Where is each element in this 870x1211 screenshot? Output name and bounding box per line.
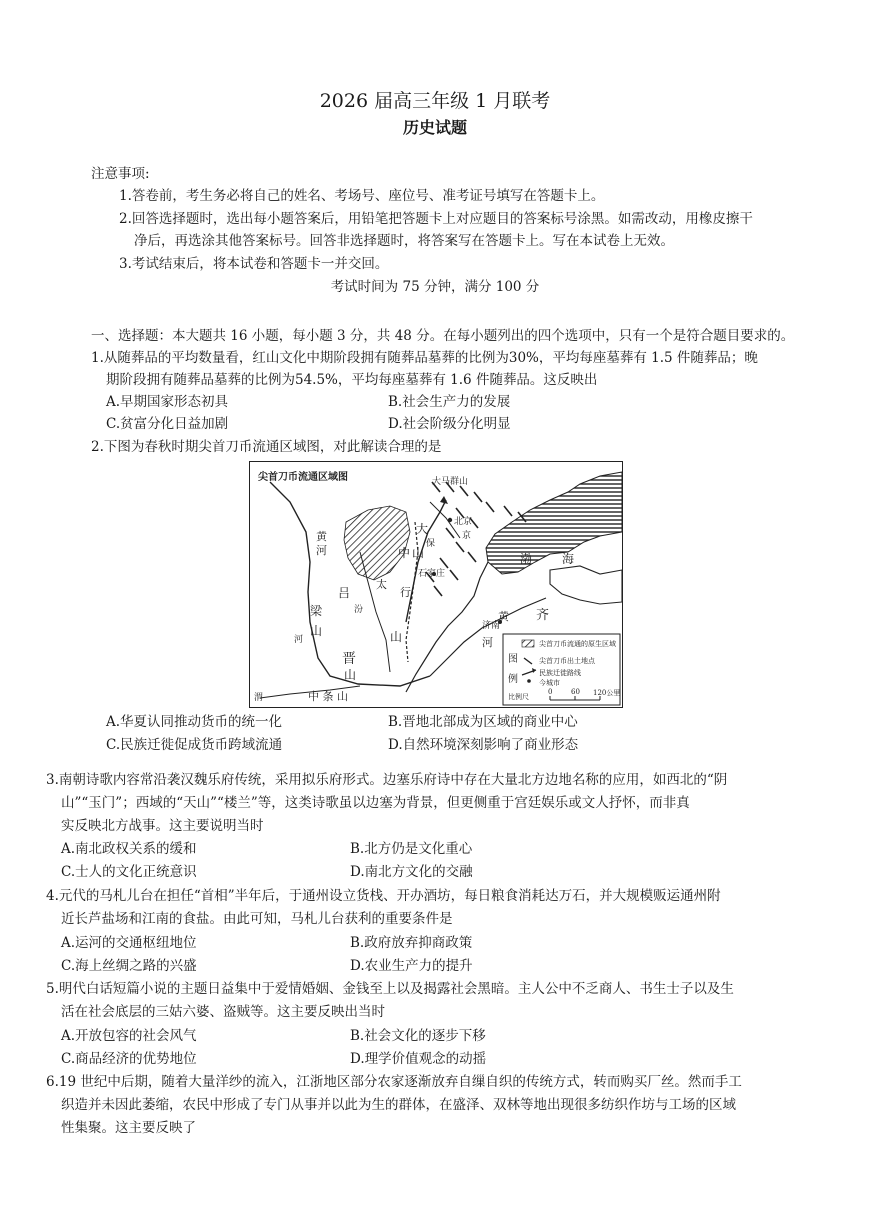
map-label: 海 — [562, 552, 575, 566]
question-5-option-a: A.开放包容的社会风气 — [61, 1028, 197, 1044]
question-5-stem: 5.明代白话短篇小说的主题日益集中于爱情婚姻、金钱至上以及揭露社会黑暗。主人公中不乏商人、书生士子以及生 — [46, 981, 734, 997]
exam-subtitle: 历史试题 — [402, 118, 467, 137]
map-label: 行 — [400, 586, 411, 599]
map-label: 黄 — [498, 610, 509, 623]
map-label: 山 — [344, 668, 357, 682]
map-legend-item: 尖首刀币出土地点 — [539, 657, 595, 665]
question-4-option-b: B.政府放弃抑商政策 — [350, 935, 473, 951]
map-scale-tick: 60 — [571, 688, 580, 696]
question-1-stem: 1.从随葬品的平均数量看，红山文化中期阶段拥有随葬品墓葬的比例为30%，平均每座墓葬有 1.5 件随葬品；晚 — [91, 350, 758, 366]
map-legend-item: 民族迁徙路线 — [539, 669, 581, 677]
question-2-option-a: A.华夏认同推动货币的统一化 — [106, 714, 283, 730]
question-3-option-d: D.南北方文化的交融 — [350, 864, 473, 880]
map-label: 梁 — [310, 604, 323, 618]
map-scale-tick: 120公里 — [593, 689, 621, 697]
map-label: 京 — [462, 531, 472, 541]
question-1-option-a: A.早期国家形态初具 — [106, 394, 229, 410]
map-scale-tick: 0 — [548, 688, 553, 696]
question-5-stem: 活在社会底层的三姑六婆、盗贼等。这主要反映出当时 — [61, 1004, 385, 1020]
map-label: 中 — [398, 546, 411, 560]
exam-time: 考试时间为 75 分钟，满分 100 分 — [330, 279, 540, 295]
question-4-option-c: C.海上丝绸之路的兴盛 — [61, 958, 197, 974]
question-2-option-c: C.民族迁徙促成货币跨域流通 — [106, 737, 283, 753]
map-label: 河 — [482, 636, 493, 649]
question-3-option-c: C.士人的文化正统意识 — [61, 864, 197, 880]
map-label: 吕 — [338, 586, 351, 600]
question-6-stem: 性集聚。这主要反映了 — [61, 1120, 196, 1136]
question-2-option-d: D.自然环境深刻影响了商业形态 — [388, 737, 579, 753]
notice-heading: 注意事项: — [91, 166, 150, 182]
notice-item: 净后，再选涂其他答案标号。回答非选择题时，将答案写在答题卡上。写在本试卷上无效。 — [134, 233, 674, 249]
question-1-option-b: B.社会生产力的发展 — [388, 394, 511, 410]
notice-item: 3.考试结束后，将本试卷和答题卡一并交回。 — [119, 256, 389, 272]
exam-title: 2026 届高三年级 1 月联考 — [319, 90, 551, 112]
question-3-option-b: B.北方仍是文化重心 — [350, 841, 473, 857]
map-title: 尖首刀币流通区域图 — [258, 472, 348, 483]
question-5-option-b: B.社会文化的逐步下移 — [350, 1028, 486, 1044]
map-label: 太 — [376, 578, 387, 591]
map-label: 大马群山 — [432, 477, 469, 487]
section-heading: 一、选择题：本大题共 16 小题，每小题 3 分，共 48 分。在每小题列出的四个选项中，只有一个是符合题目要求的。 — [91, 328, 795, 344]
map-legend-item: 尖首刀币流通的原生区域 — [539, 640, 616, 648]
map-label: 中 条 山 — [308, 690, 348, 703]
map-label: 晋 — [342, 651, 356, 667]
question-4-option-a: A.运河的交通枢纽地位 — [61, 935, 197, 951]
map-label: 齐 — [536, 608, 550, 623]
map-legend-heading: 例 — [508, 674, 518, 685]
map-label: 济南 — [482, 621, 501, 631]
question-5-option-d: D.理学价值观念的动摇 — [350, 1051, 487, 1067]
question-3-stem: 实反映北方战事。这主要说明当时 — [61, 818, 264, 834]
map-label: 保 — [426, 539, 436, 549]
question-3-option-a: A.南北政权关系的缓和 — [61, 841, 197, 857]
question-6-stem: 6.19 世纪中后期，随着大量洋纱的流入，江浙地区部分农家逐渐放弃自缫自织的传统方式，转而购买厂丝。然而手工 — [46, 1074, 742, 1090]
question-6-stem: 织造并未因此萎缩，农民中形成了专门从事并以此为生的群体，在盛泽、双林等地出现很多纺织作坊与工场的区域 — [61, 1097, 736, 1113]
question-1-option-c: C.贫富分化日益加剧 — [106, 416, 229, 432]
map-legend-item: 今城市 — [539, 679, 560, 687]
map-label: 汾 — [354, 605, 364, 615]
question-4-stem: 近长芦盐场和江南的食盐。由此可知，马札儿台获利的重要条件是 — [61, 911, 453, 927]
coin-circulation-map — [249, 461, 623, 708]
map-label: 河 — [294, 635, 304, 645]
map-label: 大 — [416, 522, 429, 536]
question-5-option-c: C.商品经济的优势地位 — [61, 1051, 197, 1067]
question-4-option-d: D.农业生产力的提升 — [350, 958, 473, 974]
map-label: 北京 — [454, 517, 473, 527]
map-label: 渭 — [254, 693, 264, 703]
map-label: 渤 — [520, 552, 533, 566]
question-2-option-b: B.晋地北部成为区域的商业中心 — [388, 714, 578, 730]
question-3-stem: 3.南朝诗歌内容常沿袭汉魏乐府传统，采用拟乐府形式。边塞乐府诗中存在大量北方边地名称的应用，如西北的“阴 — [46, 772, 728, 788]
notice-item: 1.答卷前，考生务必将自己的姓名、考场号、座位号、准考证号填写在答题卡上。 — [119, 188, 605, 204]
map-legend-heading: 图 — [508, 654, 518, 665]
map-label: 山 — [412, 546, 425, 560]
question-1-stem: 期阶段拥有随葬品墓葬的比例为54.5%，平均每座墓葬有 1.6 件随葬品。这反映出 — [106, 372, 598, 388]
question-1-option-d: D.社会阶级分化明显 — [388, 416, 511, 432]
question-3-stem: 山”“玉门”；西域的“天山”“楼兰”等，这类诗歌虽以边塞为背景，但更侧重于宫廷娱乐或文人抒怀，而非真 — [61, 795, 690, 811]
map-label: 山 — [390, 630, 403, 644]
notice-item: 2.回答选择题时，选出每小题答案后，用铅笔把答题卡上对应题目的答案标号涂黑。如需改动，用橡皮擦干 — [119, 211, 753, 227]
question-2-stem: 2.下图为春秋时期尖首刀币流通区域图，对此解读合理的是 — [91, 439, 442, 455]
map-label: 石家庄 — [418, 569, 446, 579]
map-scale-label: 比例尺 — [508, 693, 529, 701]
question-4-stem: 4.元代的马札儿台在担任“首相”半年后，于通州设立货栈、开办酒坊，每日粮食消耗达万石，并大规模贩运通州附 — [46, 888, 721, 904]
map-label: 山 — [310, 624, 323, 638]
map-label: 黄 — [316, 530, 327, 543]
map-label: 河 — [316, 544, 327, 557]
